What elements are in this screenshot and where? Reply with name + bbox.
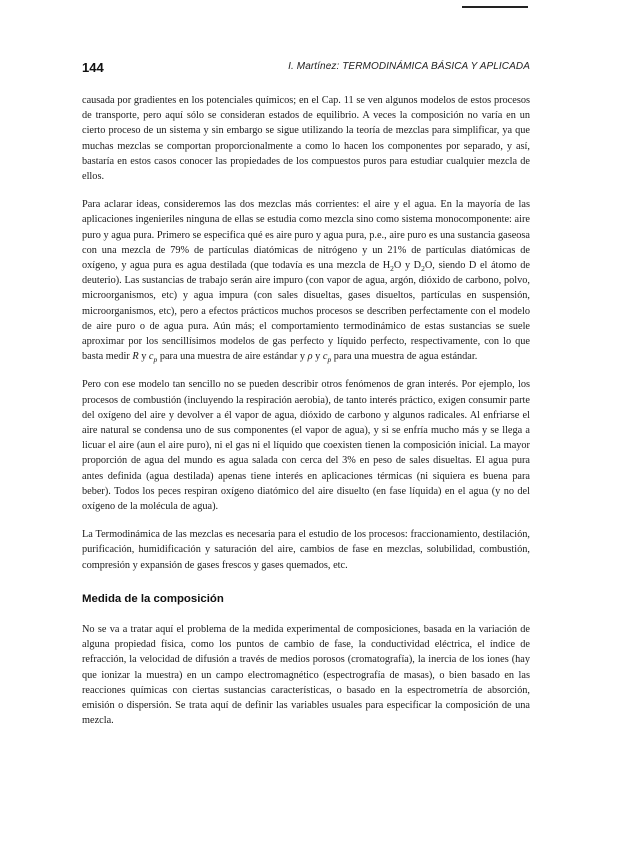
running-head: I. Martínez: TERMODINÁMICA BÁSICA Y APLICADA (288, 61, 530, 72)
text-segment: causada por gradientes en los potenciales químicos; en el Cap. 11 se ven algunos modelos de estos procesos de transporte, pero aquí sólo se consideran estados de equilibrio. A veces la composición no varía en un cierto proceso de un sistema y sin embargo se sigue utilizando la teoría de mezclas para simplificar, ya que muchas mezclas se comportan proporcionalmente a como lo hacen los componentes por separado, y así, bastaría en estos casos conocer las propiedades de los compuestos puros para estudiar cualquier mezcla de ellos. (82, 95, 530, 183)
paragraph (82, 527, 530, 573)
page-header (82, 60, 530, 76)
text-segment: p (153, 355, 158, 365)
text-segment: para una muestra de aire estándar y (157, 351, 308, 363)
paragraph (82, 622, 530, 728)
text-segment: para una muestra de agua estándar. (331, 351, 478, 363)
paragraph (82, 377, 530, 514)
text-segment: c (322, 351, 328, 363)
text-segment: p (327, 355, 332, 365)
paragraph (82, 93, 530, 184)
text-segment: ρ (307, 351, 313, 363)
text-segment: Pero con ese modelo tan sencillo no se pueden describir otros fenómenos de gran interés. Por ejemplo, los procesos de combustión (incluyendo la respiración aerobia), de tanto interés práctico, exigen consumir parte del oxígeno del aire y devolver a él vapor de agua, dióxido de carbono y algunos radicales. Al enfriarse el aire natural se condensa uno de sus componentes (el vapor de agua), y si se enfría mucho más y se llega a licuar el aire (aun el aire puro), ni el gas ni el líquido que coexisten tienen la composición inicial. La mayor proporción de agua del mundo es agua salada con cerca del 3% en peso de sales disueltas. El agua pura antes definida (agua destilada) apenas tiene interés en aplicaciones térmicas (ni siquiera es buena para beber). Todos los peces respiran oxígeno diatómico del aire disuelto (en fase líquida) en el agua (y no del oxígeno de la molécula de agua). (82, 379, 530, 513)
body-text (82, 93, 530, 728)
text-segment: O, siendo D el átomo de deuterio). Las sustancias de trabajo serán aire impuro (con vapor de agua, argón, dióxido de carbono, polvo, microorganismos, etc) y agua impura (con sales disueltas, gases disueltos, partículas en suspensión, microorganismos, etc), pero a efectos prácticos muchos procesos se describen perfectamente con el modelo de aire puro o de agua pura. Aún más; el comportamiento termodinámico de estas sustancias se suele aproximar por los sencillísimos modelos de gas perfecto y líquido perfecto, respectivamente, con lo que basta medir (82, 260, 530, 363)
text-segment: R (132, 351, 139, 363)
top-rule (462, 6, 528, 8)
text-segment: No se va a tratar aquí el problema de la medida experimental de composiciones, basada en la variación de alguna propiedad física, como los puntos de cambio de fase, la conductividad eléctrica, el índice de refracción, la velocidad de difusión a través de medios porosos (cromatografía), la inercia de los iones (hay que ionizar la muestra) en un campo electromagnético (espectrografía de masas), o bien basado en las reacciones químicas con ciertas sustancias características, o basado en la espectrometría de absorción, emisión o dispersión. Se trata aquí de definir las variables usuales para especificar la composición de una mezcla. (82, 623, 530, 727)
text-segment: O y D (393, 260, 422, 272)
text-segment: c (148, 351, 154, 363)
text-segment: Para aclarar ideas, consideremos las dos mezclas más corrientes: el aire y el agua. En la mayoría de las aplicaciones ingenieriles ninguna de ellas se estudia como mezcla sino como sistema monocomponente: aire puro y agua pura. Primero se especifica qué es aire puro y agua pura, p.e., aire puro es una sustancia gaseosa con una mezcla de 79% de partículas diatómicas de nitrógeno y un 21% de partículas diatómicas de oxígeno, y agua pura es agua destilada (que todavía es una mezcla de H (82, 199, 530, 272)
page-number: 144 (82, 60, 104, 75)
text-segment: 2 (390, 264, 394, 274)
text-segment: y (312, 351, 323, 363)
text-segment: 2 (421, 264, 425, 274)
text-segment: y (138, 351, 149, 363)
section-heading: Medida de la composición (82, 592, 224, 605)
text-segment: La Termodinámica de las mezclas es necesaria para el estudio de los procesos: fraccionamiento, destilación, purificación, humidificación y saturación del aire, cambios de fase en mezclas, solubilidad, combustión, compresión y expansión de gases frescos y gases quemados, etc. (82, 529, 530, 571)
paragraph (82, 197, 530, 364)
